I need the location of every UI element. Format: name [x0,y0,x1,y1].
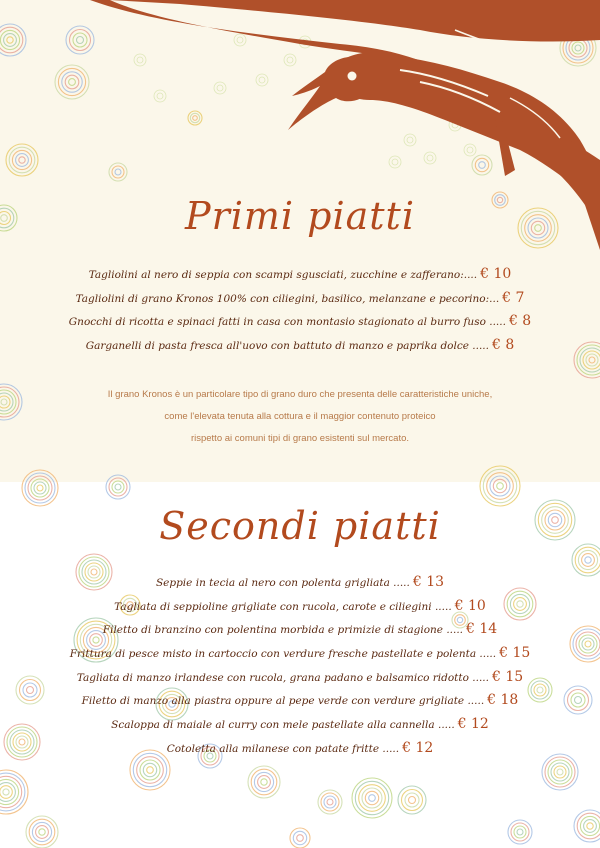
dish-name: Tagliolini al nero di seppia con scampi sgusciati, zucchine e zafferano:.... [88,269,478,281]
menu-item [0,714,600,738]
dish-price: € 10 [454,597,486,614]
dish-price: € 15 [499,645,531,662]
concentric-circle-icon [574,810,600,842]
dish-price: € 7 [502,289,525,306]
dish-name: Gnocchi di ricotta e spinaci fatti in casa con montasio stagionato al burro fuso ..... [68,316,506,329]
menu-item [0,311,600,335]
dish-price: € 14 [466,621,498,638]
menu-item [0,335,600,359]
primi-title: Primi piatti [185,194,415,238]
menu-item [0,288,600,312]
concentric-circle-icon [22,470,58,506]
dish-name: Scaloppa di maiale al curry con mele pastellate alla cannella ..... [111,719,455,732]
menu-item [0,619,600,643]
dish-name: Seppie in tecia al nero con polenta grigliata ..... [155,577,410,589]
concentric-circle-icon [480,466,520,506]
note-line: come l'elevata tenuta alla cottura e il maggior contenuto proteico [164,411,436,422]
dish-price: € 12 [457,716,489,733]
kronos-note [0,384,600,450]
dish-price: € 8 [491,337,515,354]
menu-item [0,264,600,288]
dish-name: Filetto di branzino con polentina morbida e primizie di stagione ..... [102,624,464,637]
dish-price: € 18 [487,692,519,709]
note-line: Il grano Kronos è un particolare tipo di grano duro che presenta delle caratteristiche uniche, [107,389,493,400]
concentric-circle-icon [352,778,392,818]
dish-name: Garganelli di pasta fresca all'uovo con battuto di manzo e paprika dolce ..... [85,340,489,353]
concentric-circle-icon [398,786,426,814]
menu-item [0,572,600,596]
note-line: rispetto ai comuni tipi di grano esistenti sul mercato. [190,433,410,444]
menu-item [0,690,600,714]
menu-item [0,596,600,620]
concentric-circle-icon [106,475,130,499]
dish-name: Frittura di pesce misto in cartoccio con verdure fresche pastellate e polenta ..... [69,648,497,661]
dish-name: Filetto di manzo alla piastra oppure al pepe verde con verdure grigliate ..... [81,695,485,708]
secondi-title: Secondi piatti [159,504,441,548]
concentric-circle-icon [318,790,342,814]
concentric-circle-icon [508,820,532,844]
primi-menu-list [0,264,600,359]
concentric-circle-icon [0,770,28,814]
dish-price: € 13 [412,574,445,590]
concentric-circle-icon [26,816,58,848]
secondi-menu-list [0,572,600,762]
dish-name: Cotoletta alla milanese con patate fritte ..... [166,742,400,755]
dish-price: € 10 [480,266,512,282]
menu-item [0,643,600,667]
concentric-circle-icon [290,828,310,848]
dish-price: € 15 [491,668,524,685]
dish-price: € 12 [402,739,434,756]
menu-item [0,738,600,762]
concentric-circle-icon [248,766,280,798]
dish-name: Tagliata di manzo irlandese con rucola, grana padano e balsamico ridotto ..... [76,671,489,684]
dish-name: Tagliata di seppioline grigliate con rucola, carote e ciliegini ..... [114,600,452,613]
dish-name: Tagliolini di grano Kronos 100% con ciliegini, basilico, melanzane e pecorino:... [75,292,500,305]
dish-price: € 8 [508,313,532,330]
menu-item [0,667,600,691]
